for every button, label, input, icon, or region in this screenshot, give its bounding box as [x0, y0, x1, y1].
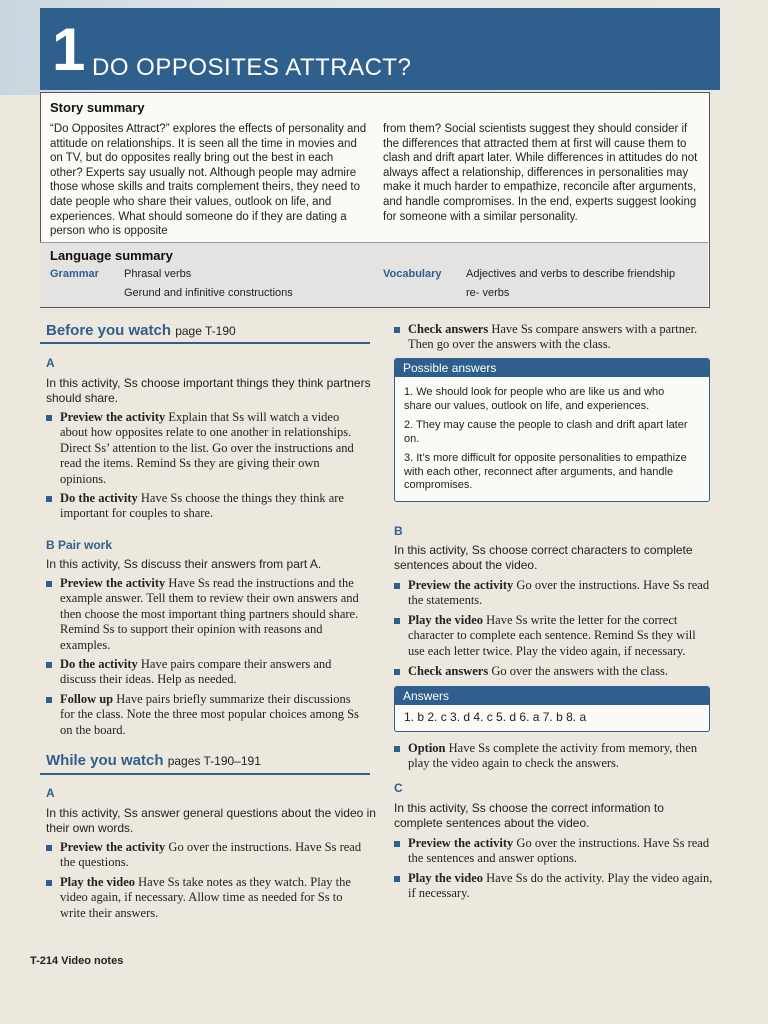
vocabulary-label: Vocabulary — [383, 268, 442, 280]
part-b-letter: B — [394, 524, 403, 538]
bullet-item: Play the video Have Ss write the letter for the correct character to complete each sentence. Remind Ss they will use each letter twice. Play the video again, if necessary. — [394, 613, 714, 659]
part-a-letter: A — [46, 356, 55, 370]
bullet-item: Do the activity Have pairs compare their answers and discuss their ideas. Help as needed. — [46, 657, 366, 688]
part-a-letter: A — [46, 786, 55, 800]
bullet-item: Check answers Have Ss compare answers with a partner. Then go over the answers with the class. — [394, 322, 714, 353]
grammar-item: Phrasal verbs — [124, 268, 192, 280]
while-a-intro: In this activity, Ss answer general questions about the video in their own words. — [46, 806, 376, 835]
bullet-item: Option Have Ss complete the activity from memory, then play the video again to check the answers. — [394, 741, 714, 772]
answers-box — [394, 686, 710, 732]
pair-work-heading: B Pair work — [46, 538, 113, 552]
while-you-watch-title: While you watch pages T-190–191 — [46, 752, 261, 769]
vocabulary-item: re- verbs — [466, 287, 510, 299]
section-divider — [40, 342, 370, 344]
before-you-watch-title: Before you watch page T-190 — [46, 322, 236, 339]
language-summary-heading: Language summary — [50, 248, 173, 263]
right-c-intro: In this activity, Ss choose the correct information to complete sentences about the video. — [394, 801, 664, 830]
before-b-intro: In this activity, Ss discuss their answers from part A. — [46, 557, 322, 571]
possible-answer-item: 3. It’s more difficult for opposite personalities to empathize with each other, reconnect after arguments, and handle compromises. — [404, 452, 687, 491]
part-c-letter: C — [394, 781, 403, 795]
right-b-intro: In this activity, Ss choose correct characters to complete sentences about the video. — [394, 543, 693, 572]
answers-row: 1. b 2. c 3. d 4. c 5. d 6. a 7. b 8. a — [404, 710, 587, 724]
grammar-label: Grammar — [50, 268, 99, 280]
vocabulary-item: Adjectives and verbs to describe friendship — [466, 268, 676, 280]
answers-header: Answers — [395, 687, 709, 705]
chapter-number: 1 — [52, 16, 86, 83]
story-summary-heading: Story summary — [50, 100, 145, 115]
possible-answer-item: 1. We should look for people who are like us and who share our values, outlook on life, and experiences. — [404, 386, 665, 412]
bullet-item: Preview the activity Go over the instructions. Have Ss read the sentences and answer options. — [394, 836, 714, 867]
bullet-item: Preview the activity Explain that Ss will watch a video about how opposites relate to one another in relationships. Direct Ss’ attention to the list. Go over the instructions and read the items. Remind Ss they are giving their own opinions. — [46, 410, 366, 487]
bullet-item: Play the video Have Ss do the activity. Play the video again, if necessary. — [394, 871, 714, 902]
bullet-item: Follow up Have pairs briefly summarize their discussions for the class. Note the three most popular choices among Ss on the board. — [46, 692, 366, 738]
chapter-title: DO OPPOSITES ATTRACT? — [92, 54, 412, 81]
bullet-item: Play the video Have Ss take notes as they watch. Play the video again, if necessary. Allow time as needed for Ss to write their answers. — [46, 875, 366, 921]
story-summary-left: “Do Opposites Attract?” explores the effects of personality and attitude on relationships. It is seen all the time in movies and on TV, but do opposites really bring out the best in each other? Experts say usually not. Although people may admire those whose skills and traits complement theirs, they need to date people who share their values, outlook on life, and experiences. What should someone do if they are dating a person who is opposite — [50, 123, 367, 238]
story-summary-right: from them? Social scientists suggest they should consider if the differences that attracted them at first will cause them to clash and drift apart later. While differences in attitudes do not always affect a relationship, differences in personalities may make it much harder to empathize, reconcile after arguments, and handle compromises. In the end, experts suggest looking for someone with a similar personality. — [383, 123, 698, 223]
possible-answers-header: Possible answers — [395, 359, 709, 377]
page-footer: T-214 Video notes — [30, 955, 124, 967]
bullet-item: Check answers Go over the answers with the class. — [394, 664, 714, 679]
while-page-ref: pages T-190–191 — [167, 754, 261, 768]
bullet-item: Preview the activity Go over the instructions. Have Ss read the questions. — [46, 840, 366, 871]
grammar-item: Gerund and infinitive constructions — [124, 287, 293, 299]
before-a-intro: In this activity, Ss choose important things they think partners should share. — [46, 376, 371, 405]
possible-answer-item: 2. They may cause the people to clash and drift apart later on. — [404, 419, 688, 445]
before-page-ref: page T-190 — [175, 324, 236, 338]
section-divider — [40, 773, 370, 775]
bullet-item: Preview the activity Go over the instructions. Have Ss read the statements. — [394, 578, 714, 609]
bullet-item: Do the activity Have Ss choose the things they think are important for couples to share. — [46, 491, 366, 522]
bullet-item: Preview the activity Have Ss read the instructions and the example answer. Tell them to review their own answers and then choose the most important thing partners should share. Remind Ss to support their opinion with reasons and examples. — [46, 576, 366, 653]
